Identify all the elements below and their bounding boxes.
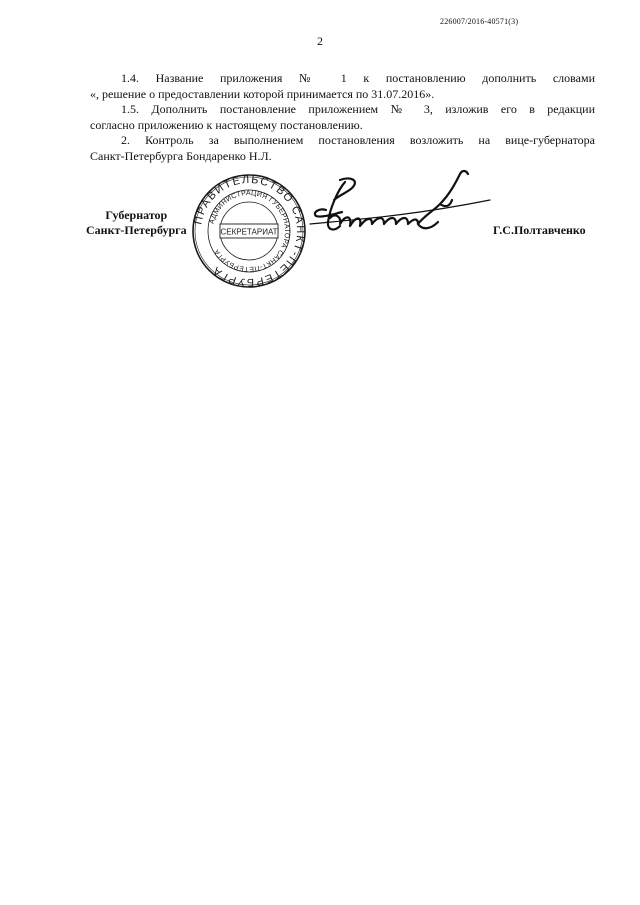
page-number: 2 [317, 34, 323, 48]
paragraph-line: «, решение о предоставлении которой принимается по 31.07.2016». [90, 86, 435, 101]
paragraph-line: 1.5. Дополнить постановление приложением № 3, изложив его в редакции [121, 102, 595, 116]
signatory-title-line: Губернатор [105, 208, 168, 222]
stamp-outer-text: ПРАВИТЕЛЬСТВО САНКТ-ПЕТЕРБУРГА [192, 173, 307, 289]
paragraph-1-5 [90, 102, 595, 133]
signatory-title [86, 208, 187, 238]
document-body [90, 71, 595, 164]
signatory-name: Г.С.Полтавченко [493, 223, 586, 237]
stamp-inner-text: АДМИНИСТРАЦИЯ ГУБЕРНАТОРА САНКТ-ПЕТЕРБУРГА [208, 189, 291, 273]
stamp-center-text: СЕКРЕТАРИАТ [220, 227, 278, 237]
paragraph-line: 1.4. Название приложения № 1 к постановлению дополнить словами [121, 71, 595, 85]
paragraph-line: Санкт-Петербурга Бондаренко Н.Л. [90, 148, 272, 163]
document-id: 226007/2016-40571(3) [440, 17, 519, 26]
paragraph-line: согласно приложению к настоящему постановлению. [90, 117, 363, 132]
paragraph-line: 2. Контроль за выполнением постановления возложить на вице-губернатора [121, 133, 595, 147]
handwritten-signature [290, 160, 500, 250]
signatory-title-line: Санкт-Петербурга [86, 223, 187, 237]
paragraph-1-4 [90, 71, 595, 102]
